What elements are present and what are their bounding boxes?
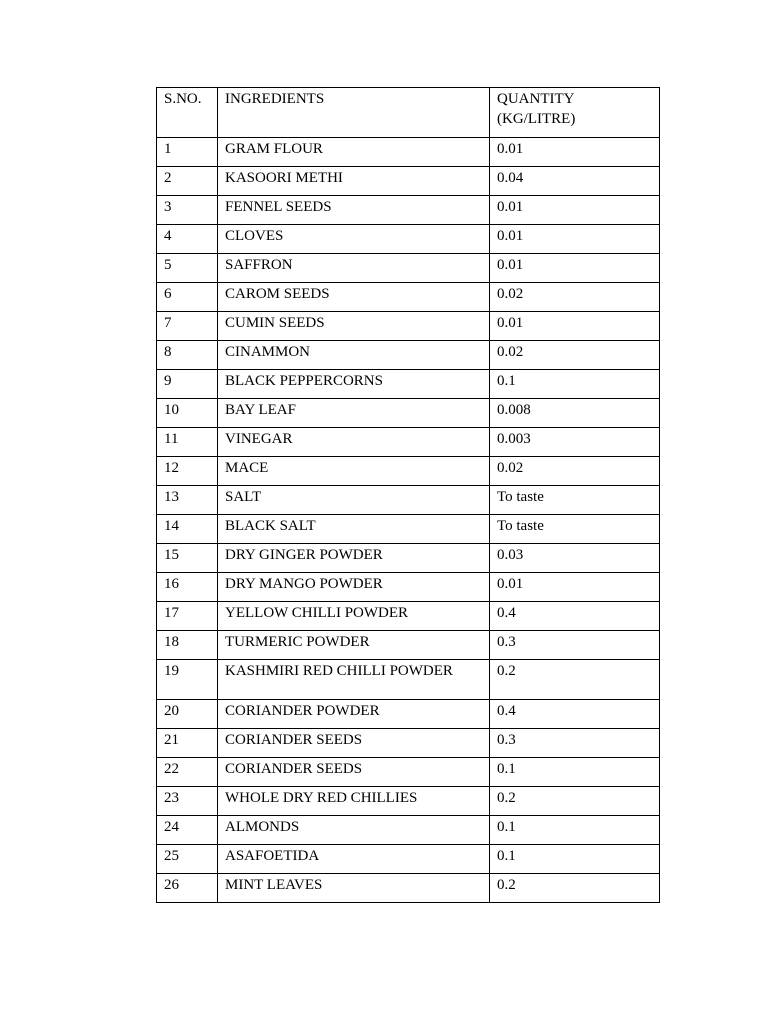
cell-ingredient: SALT [218, 486, 490, 515]
table-row [157, 515, 660, 544]
cell-ingredient: BLACK SALT [218, 515, 490, 544]
table-row [157, 399, 660, 428]
cell-quantity: 0.3 [490, 631, 660, 660]
cell-ingredient: CLOVES [218, 225, 490, 254]
cell-quantity: 0.01 [490, 254, 660, 283]
cell-quantity: 0.02 [490, 341, 660, 370]
cell-quantity: To taste [490, 515, 660, 544]
table-row [157, 700, 660, 729]
cell-quantity: 0.2 [490, 787, 660, 816]
cell-ingredient: CAROM SEEDS [218, 283, 490, 312]
cell-sno: 8 [157, 341, 218, 370]
table-body [157, 88, 660, 903]
cell-sno: 13 [157, 486, 218, 515]
cell-quantity: 0.01 [490, 138, 660, 167]
ingredients-table [156, 87, 660, 903]
cell-ingredient: YELLOW CHILLI POWDER [218, 602, 490, 631]
cell-quantity: 0.1 [490, 370, 660, 399]
cell-ingredient: CORIANDER POWDER [218, 700, 490, 729]
table-row [157, 573, 660, 602]
cell-ingredient: KASHMIRI RED CHILLI POWDER [218, 660, 490, 700]
cell-quantity: 0.003 [490, 428, 660, 457]
cell-ingredient: CORIANDER SEEDS [218, 758, 490, 787]
cell-quantity: 0.04 [490, 167, 660, 196]
cell-sno: 5 [157, 254, 218, 283]
table-row [157, 729, 660, 758]
cell-ingredient: CINAMMON [218, 341, 490, 370]
table-row [157, 544, 660, 573]
cell-ingredient: BAY LEAF [218, 399, 490, 428]
cell-sno: 23 [157, 787, 218, 816]
cell-ingredient: FENNEL SEEDS [218, 196, 490, 225]
cell-ingredient: KASOORI METHI [218, 167, 490, 196]
cell-sno: 1 [157, 138, 218, 167]
cell-ingredient: DRY MANGO POWDER [218, 573, 490, 602]
cell-sno: 17 [157, 602, 218, 631]
cell-ingredient: TURMERIC POWDER [218, 631, 490, 660]
table-row [157, 631, 660, 660]
cell-quantity: 0.1 [490, 816, 660, 845]
header-sno: S.NO. [157, 88, 218, 138]
cell-quantity: 0.01 [490, 196, 660, 225]
table-row [157, 457, 660, 486]
cell-quantity: 0.2 [490, 874, 660, 903]
table-row [157, 758, 660, 787]
table-row [157, 341, 660, 370]
cell-ingredient: GRAM FLOUR [218, 138, 490, 167]
cell-sno: 18 [157, 631, 218, 660]
table-row [157, 254, 660, 283]
cell-sno: 20 [157, 700, 218, 729]
cell-sno: 21 [157, 729, 218, 758]
cell-quantity: 0.03 [490, 544, 660, 573]
cell-sno: 7 [157, 312, 218, 341]
cell-ingredient: CUMIN SEEDS [218, 312, 490, 341]
table-row [157, 138, 660, 167]
table-row [157, 787, 660, 816]
cell-sno: 25 [157, 845, 218, 874]
cell-sno: 19 [157, 660, 218, 700]
table-row [157, 874, 660, 903]
header-quantity: QUANTITY (KG/LITRE) [490, 88, 660, 138]
cell-ingredient: SAFFRON [218, 254, 490, 283]
cell-ingredient: MINT LEAVES [218, 874, 490, 903]
table-row [157, 428, 660, 457]
cell-sno: 12 [157, 457, 218, 486]
table-row [157, 167, 660, 196]
cell-sno: 4 [157, 225, 218, 254]
cell-quantity: 0.4 [490, 700, 660, 729]
cell-ingredient: ALMONDS [218, 816, 490, 845]
table-row [157, 283, 660, 312]
table-row [157, 845, 660, 874]
cell-ingredient: VINEGAR [218, 428, 490, 457]
cell-quantity: 0.1 [490, 845, 660, 874]
cell-ingredient: WHOLE DRY RED CHILLIES [218, 787, 490, 816]
cell-quantity: 0.3 [490, 729, 660, 758]
cell-quantity: 0.01 [490, 225, 660, 254]
cell-quantity: 0.01 [490, 573, 660, 602]
cell-ingredient: ASAFOETIDA [218, 845, 490, 874]
table-header-row [157, 88, 660, 138]
cell-quantity: 0.02 [490, 457, 660, 486]
cell-quantity: 0.008 [490, 399, 660, 428]
cell-sno: 22 [157, 758, 218, 787]
cell-sno: 10 [157, 399, 218, 428]
cell-sno: 2 [157, 167, 218, 196]
cell-sno: 11 [157, 428, 218, 457]
table-row [157, 602, 660, 631]
cell-sno: 9 [157, 370, 218, 399]
cell-ingredient: DRY GINGER POWDER [218, 544, 490, 573]
cell-quantity: 0.01 [490, 312, 660, 341]
table-row [157, 660, 660, 700]
table-row [157, 816, 660, 845]
cell-sno: 24 [157, 816, 218, 845]
cell-ingredient: CORIANDER SEEDS [218, 729, 490, 758]
cell-sno: 15 [157, 544, 218, 573]
cell-quantity: To taste [490, 486, 660, 515]
header-ingredient: INGREDIENTS [218, 88, 490, 138]
cell-sno: 14 [157, 515, 218, 544]
cell-sno: 26 [157, 874, 218, 903]
cell-quantity: 0.2 [490, 660, 660, 700]
table-row [157, 225, 660, 254]
cell-sno: 16 [157, 573, 218, 602]
table-row [157, 196, 660, 225]
cell-sno: 3 [157, 196, 218, 225]
cell-sno: 6 [157, 283, 218, 312]
table-row [157, 486, 660, 515]
cell-quantity: 0.1 [490, 758, 660, 787]
cell-quantity: 0.02 [490, 283, 660, 312]
table-row [157, 312, 660, 341]
table-row [157, 370, 660, 399]
cell-ingredient: MACE [218, 457, 490, 486]
cell-ingredient: BLACK PEPPERCORNS [218, 370, 490, 399]
cell-quantity: 0.4 [490, 602, 660, 631]
